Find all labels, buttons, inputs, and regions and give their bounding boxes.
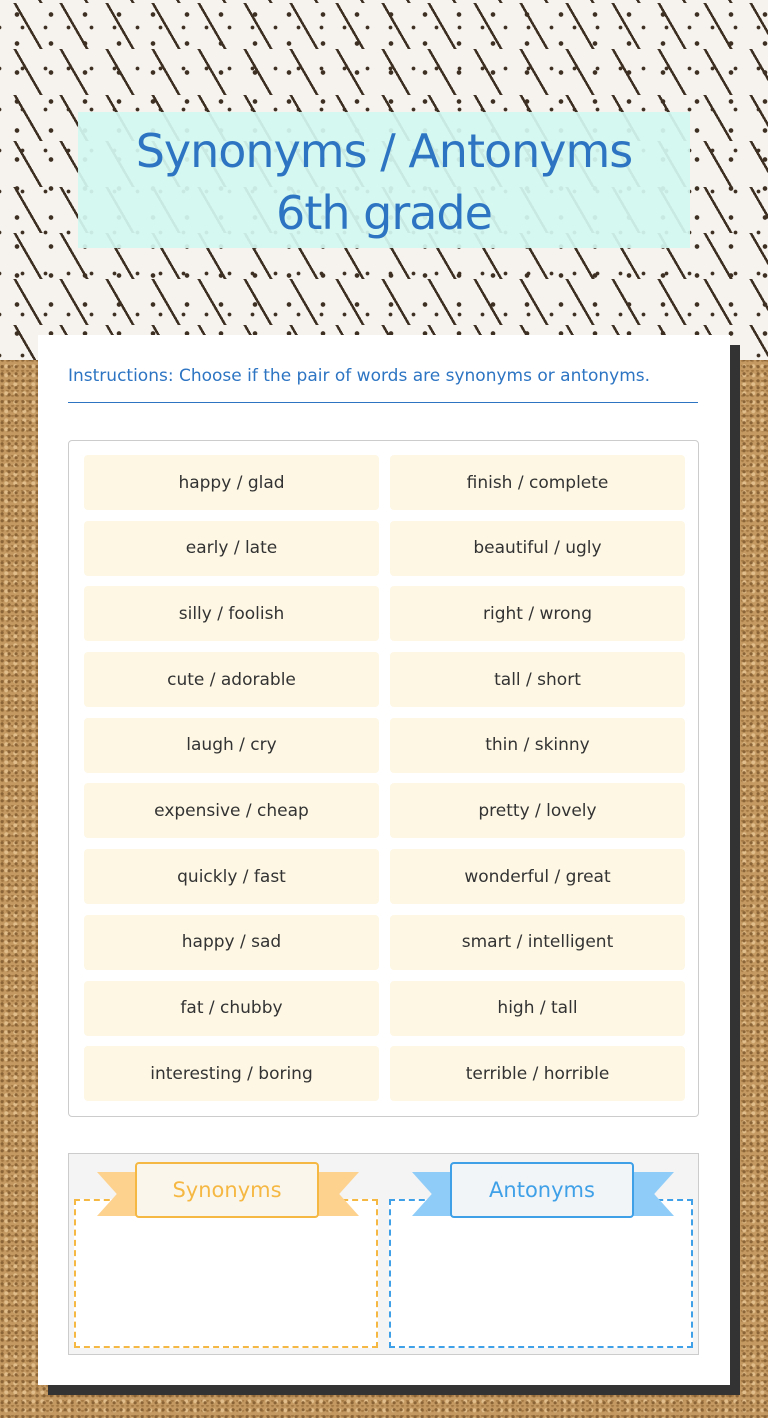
- word-pair-card[interactable]: cute / adorable: [84, 652, 379, 707]
- worksheet-card: [38, 335, 730, 1385]
- word-pair-card[interactable]: silly / foolish: [84, 586, 379, 641]
- word-pair-card[interactable]: tall / short: [390, 652, 685, 707]
- word-pair-card[interactable]: beautiful / ugly: [390, 521, 685, 576]
- page-title: [78, 112, 690, 248]
- antonyms-label: Antonyms: [450, 1162, 634, 1218]
- sorting-area: [68, 1153, 699, 1355]
- synonyms-label: Synonyms: [135, 1162, 319, 1218]
- instructions: Instructions: Choose if the pair of words are synonyms or antonyms.: [68, 363, 698, 403]
- word-pair-card[interactable]: wonderful / great: [390, 849, 685, 904]
- word-pair-card[interactable]: expensive / cheap: [84, 783, 379, 838]
- word-pair-card[interactable]: fat / chubby: [84, 981, 379, 1036]
- word-pair-card[interactable]: pretty / lovely: [390, 783, 685, 838]
- word-pair-card[interactable]: happy / sad: [84, 915, 379, 970]
- word-pair-bank: [68, 440, 699, 1117]
- word-pair-card[interactable]: right / wrong: [390, 586, 685, 641]
- word-pair-card[interactable]: quickly / fast: [84, 849, 379, 904]
- title-line-2: 6th grade: [276, 186, 492, 240]
- word-pair-card[interactable]: happy / glad: [84, 455, 379, 510]
- title-line-1: Synonyms / Antonyms: [135, 124, 633, 178]
- word-pair-card[interactable]: terrible / horrible: [390, 1046, 685, 1101]
- word-pair-card[interactable]: finish / complete: [390, 455, 685, 510]
- word-pair-card[interactable]: high / tall: [390, 981, 685, 1036]
- synonyms-ribbon: [97, 1154, 359, 1226]
- antonyms-ribbon: [412, 1154, 674, 1226]
- word-pair-card[interactable]: early / late: [84, 521, 379, 576]
- word-pair-card[interactable]: smart / intelligent: [390, 915, 685, 970]
- word-pair-card[interactable]: interesting / boring: [84, 1046, 379, 1101]
- word-pair-card[interactable]: laugh / cry: [84, 718, 379, 773]
- word-pair-card[interactable]: thin / skinny: [390, 718, 685, 773]
- header-pattern: [0, 0, 768, 360]
